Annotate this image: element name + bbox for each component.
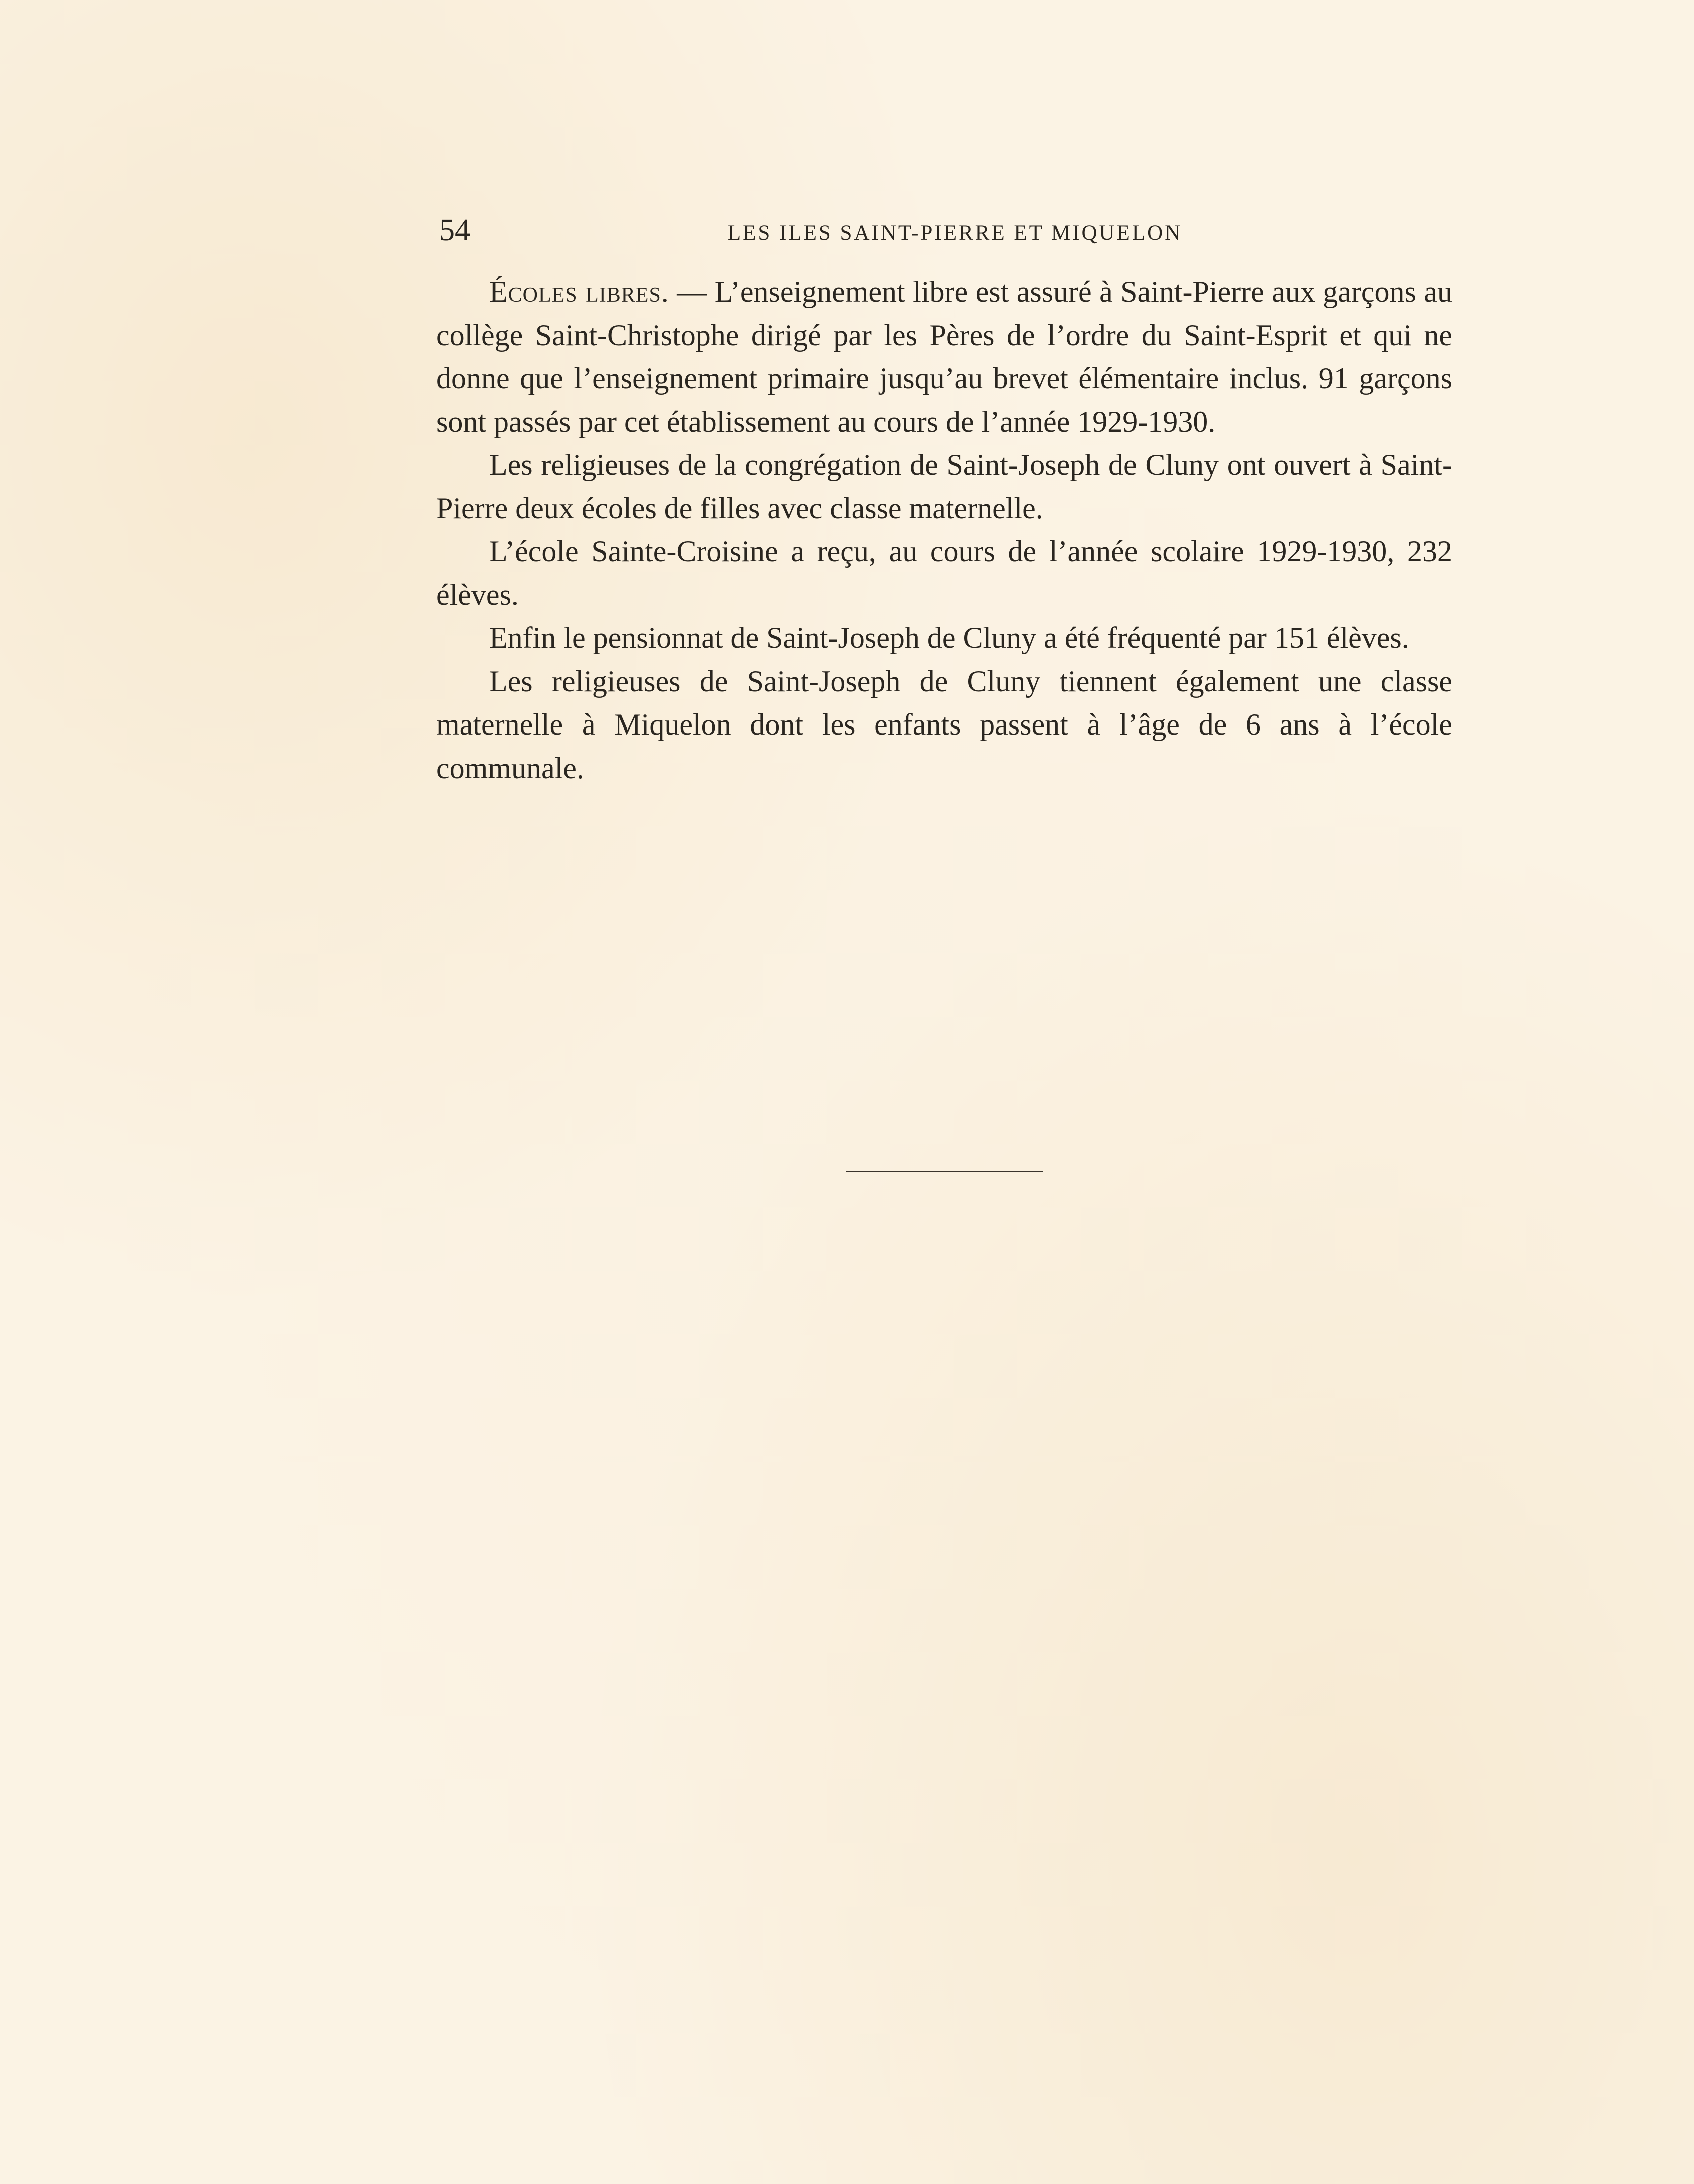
paragraph-text: L’école Sainte-Croisine a reçu, au cours de l’année scolaire 1929-1930, 232 élèves. bbox=[436, 535, 1452, 611]
paragraph-text: Les religieuses de Saint-Joseph de Cluny tiennent également une classe maternelle à Miquelon dont les enfants passent à l’âge de 6 ans à l’école communale. bbox=[436, 664, 1452, 785]
running-title: LES ILES SAINT-PIERRE ET MIQUELON bbox=[727, 221, 1183, 245]
section-end-rule bbox=[846, 1171, 1043, 1172]
body-text bbox=[436, 270, 1452, 790]
paragraph-text: — L’enseignement libre est assuré à Saint-Pierre aux garçons au collège Saint-Christophe dirigé par les Pères de l’ordre du Saint-Esprit et qui ne donne que l’enseignement primaire jusqu’au brevet élémentaire inclus. 91 garçons sont passés par cet établissement au cours de l’année 1929-1930. bbox=[436, 275, 1452, 438]
running-head bbox=[439, 210, 1450, 250]
paragraph-text: Enfin le pensionnat de Saint-Joseph de Cluny a été fréquenté par 151 élèves. bbox=[489, 621, 1409, 654]
paragraph-text: Les religieuses de la congrégation de Saint-Joseph de Cluny ont ouvert à Saint-Pierre deux écoles de filles avec classe maternelle. bbox=[436, 448, 1452, 525]
section-lead: Écoles libres. bbox=[489, 275, 669, 308]
paragraph-ecoles-libres bbox=[436, 270, 1452, 443]
page-number: 54 bbox=[439, 213, 470, 247]
